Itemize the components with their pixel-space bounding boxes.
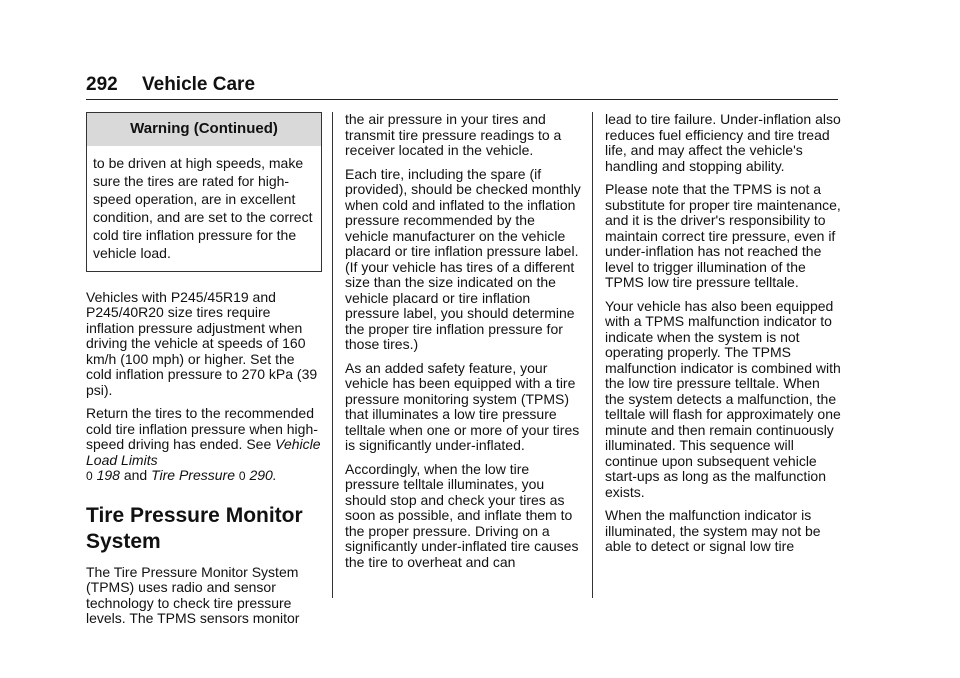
page-reference-icon: 0	[86, 469, 93, 483]
column-1	[86, 112, 322, 635]
column-2	[345, 112, 581, 578]
paragraph-with-refs	[86, 406, 322, 485]
cross-reference-link[interactable]: Vehicle Load Limits	[86, 436, 321, 468]
page-header	[86, 74, 255, 96]
page-reference[interactable]: 198	[96, 467, 120, 483]
column-divider	[332, 112, 333, 598]
cross-reference-link[interactable]: Tire Pressure	[151, 467, 235, 483]
section-heading: Tire Pressure Monitor System	[86, 503, 303, 553]
paragraph: The Tire Pressure Monitor System (TPMS) uses radio and sensor technology to check tire pressure levels. The TPMS sensors monitor	[86, 563, 300, 626]
column-3	[605, 112, 841, 563]
paragraph: As an added safety feature, your vehicle has been equipped with a tire pressure monitoring system (TPMS) that illuminates a low tire pressure telltale when one or more of your tires is significantly under-inflated.	[345, 359, 580, 453]
warning-text: to be driven at high speeds, make sure the tires are rated for high-speed operation, are in excellent condition, and are set to the correct cold tire inflation pressure for the vehicle load.	[93, 154, 313, 261]
column-divider	[592, 112, 593, 598]
paragraph: Your vehicle has also been equipped with a TPMS malfunction indicator to indicate when the system is not operating properly. The TPMS malfunction indicator is combined with the low tire pressure telltale. When the system detects a malfunction, the telltale will flash for approximately one minute and then remain continuously illuminated. This sequence will continue upon subsequent vehicle start-ups as long as the malfunction exists.	[605, 297, 841, 500]
section-title: Vehicle Care	[142, 74, 256, 95]
paragraph: Vehicles with P245/45R19 and P245/40R20 size tires require inflation pressure adjustment when driving the vehicle at speeds of 160 km/h (100 mph) or higher. Set the cold inflation pressure to 270 kPa (39 psi).	[86, 288, 318, 398]
paragraph: Please note that the TPMS is not a substitute for proper tire maintenance, and it is the driver's responsibility to maintain correct tire pressure, even if under-inflation has not reached the level to trigger illumination of the TPMS low tire pressure telltale.	[605, 181, 841, 290]
paragraph-text: and	[119, 467, 152, 483]
paragraph: lead to tire failure. Under-inflation also reduces fuel efficiency and tire tread life, and may affect the vehicle's handling and stopping ability.	[605, 111, 841, 174]
warning-box	[86, 112, 322, 272]
page-reference-icon: 0	[238, 469, 246, 483]
header-rule	[86, 99, 838, 100]
paragraph-text: .	[272, 467, 277, 483]
warning-title: Warning (Continued)	[87, 113, 321, 146]
paragraph: the air pressure in your tires and transmit tire pressure readings to a receiver located in the vehicle.	[345, 111, 562, 158]
paragraph-text: Return the tires to the recommended cold tire inflation pressure when high-speed driving has ended. See	[86, 405, 318, 452]
page-reference[interactable]: 290	[249, 467, 273, 483]
paragraph: Accordingly, when the low tire pressure telltale illuminates, you should stop and check your tires as soon as possible, and inflate them to the proper pressure. Driving on a significantly under-inflated tire causes the tire to overheat and can	[345, 460, 579, 570]
paragraph: When the malfunction indicator is illuminated, the system may not be able to detect or signal low tire	[605, 507, 821, 554]
paragraph: Each tire, including the spare (if provided), should be checked monthly when cold and inflated to the inflation pressure recommended by the vehicle manufacturer on the vehicle placard or tire inflation pressure label. (If your vehicle has tires of a different size than the size indicated on the vehicle placard or tire inflation pressure label, you should determine the proper tire inflation pressure for those tires.)	[345, 165, 581, 352]
page-number: 292	[86, 74, 118, 95]
